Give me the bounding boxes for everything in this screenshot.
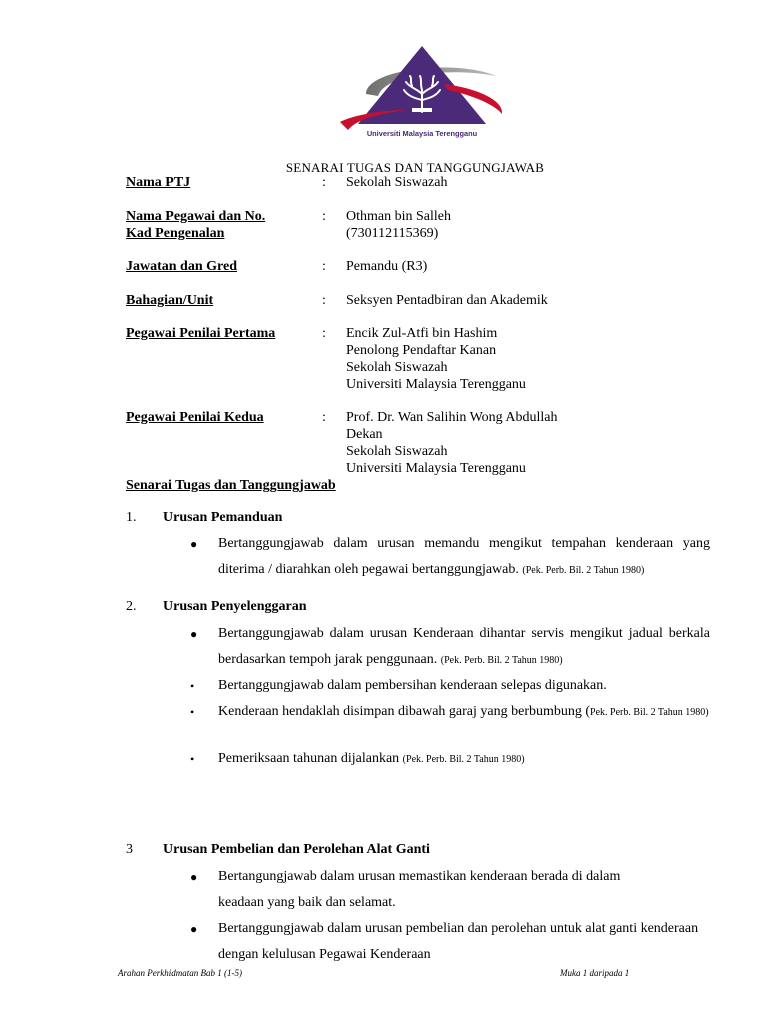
field-colon: : bbox=[322, 175, 326, 190]
field-value bbox=[346, 208, 451, 242]
footer-right: Muka 1 daripada 1 bbox=[560, 968, 630, 978]
pegawai-name: Othman bin Salleh bbox=[346, 209, 451, 224]
reference: (Pek. Perb. Bil. 2 Tahun 1980) bbox=[440, 655, 563, 666]
value-line: Encik Zul-Atfi bin Hashim bbox=[346, 326, 498, 341]
field-colon: : bbox=[322, 259, 326, 274]
field-value: Sekolah Siswazah bbox=[346, 175, 448, 190]
field-value: Pemandu (R3) bbox=[346, 259, 428, 274]
bullet-icon: ● bbox=[190, 627, 198, 641]
reference: (Pek. Perb. Bil. 2 Tahun 1980) bbox=[522, 565, 645, 576]
list-item-text: Bertanggungjawab dalam pembersihan kenderaan selepas digunakan. bbox=[218, 678, 607, 693]
list-item-text: Pemeriksaan tahunan dijalankan (Pek. Perb. Bil. 2 Tahun 1980) bbox=[218, 751, 525, 766]
bullet-icon: ● bbox=[190, 922, 198, 936]
document-title: SENARAI TUGAS DAN TANGGUNGJAWAB bbox=[285, 160, 545, 175]
field-label: Bahagian/Unit bbox=[126, 293, 214, 308]
section-number: 2. bbox=[126, 599, 137, 614]
pegawai-ic: (730112115369) bbox=[346, 226, 439, 241]
bullet-icon: ● bbox=[190, 870, 198, 884]
logo-text: Universiti Malaysia Terengganu bbox=[366, 129, 478, 138]
list-item-text: Kenderaan hendaklah disimpan dibawah garaj yang berbumbung (Pek. Perb. Bil. 2 Tahun 1980) bbox=[218, 704, 709, 719]
field-label-line: Kad Pengenalan bbox=[126, 226, 225, 241]
field-value bbox=[346, 409, 558, 477]
value-line: Universiti Malaysia Terengganu bbox=[346, 461, 526, 476]
field-value bbox=[346, 325, 526, 393]
field-colon: : bbox=[322, 410, 326, 425]
field-colon: : bbox=[322, 293, 326, 308]
list-item-text: Bertanggungjawab dalam urusan memandu mengikut tempahan kenderaan yang diterima / diarahkan oleh pegawai bertanggungjawab. (Pek. Perb. Bil. 2 Tahun 1980) bbox=[218, 536, 710, 577]
field-label: Pegawai Penilai Pertama bbox=[126, 326, 276, 341]
section-title: Urusan Penyelenggaran bbox=[163, 599, 307, 614]
value-line: Sekolah Siswazah bbox=[346, 360, 448, 375]
footer-left: Arahan Perkhidmatan Bab 1 (1-5) bbox=[118, 968, 242, 978]
bullet-icon: • bbox=[190, 752, 195, 766]
university-logo bbox=[336, 44, 508, 144]
reference: (Pek. Perb. Bil. 2 Tahun 1980) bbox=[402, 754, 525, 765]
list-item-text: Bertanggungjawab dalam urusan pembelian dan perolehan untuk alat ganti kenderaan dengan kelulusan Pegawai Kenderaan bbox=[218, 921, 699, 962]
section-number: 1. bbox=[126, 510, 137, 525]
field-colon: : bbox=[322, 209, 326, 224]
bullet-icon: • bbox=[190, 679, 195, 693]
bullet-icon: ● bbox=[190, 537, 198, 551]
value-line: Universiti Malaysia Terengganu bbox=[346, 377, 526, 392]
section-title: Urusan Pemanduan bbox=[163, 510, 283, 525]
field-label bbox=[126, 208, 265, 242]
value-line: Sekolah Siswazah bbox=[346, 444, 448, 459]
bullet-icon: • bbox=[190, 705, 195, 719]
section-heading: Senarai Tugas dan Tanggungjawab bbox=[126, 478, 336, 493]
list-item-text: Bertangungjawab dalam urusan memastikan kenderaan berada di dalam keadaan yang baik dan selamat. bbox=[218, 869, 621, 910]
section-number: 3 bbox=[126, 842, 133, 857]
value-line: Dekan bbox=[346, 427, 383, 442]
value-line: Prof. Dr. Wan Salihin Wong Abdullah bbox=[346, 410, 558, 425]
field-colon: : bbox=[322, 326, 326, 341]
field-value: Seksyen Pentadbiran dan Akademik bbox=[346, 293, 548, 308]
field-label: Jawatan dan Gred bbox=[126, 259, 237, 274]
reference: Pek. Perb. Bil. 2 Tahun 1980) bbox=[590, 707, 709, 718]
field-label: Pegawai Penilai Kedua bbox=[126, 410, 264, 425]
value-line: Penolong Pendaftar Kanan bbox=[346, 343, 497, 358]
field-label-line: Nama Pegawai dan No. bbox=[126, 209, 266, 224]
list-item-text: Bertanggungjawab dalam urusan Kenderaan dihantar servis mengikut jadual berkala berdasarkan tempoh jarak penggunaan. (Pek. Perb. Bil. 2 Tahun 1980) bbox=[218, 626, 710, 667]
section-title: Urusan Pembelian dan Perolehan Alat Ganti bbox=[163, 842, 430, 857]
field-label: Nama PTJ bbox=[126, 175, 191, 190]
